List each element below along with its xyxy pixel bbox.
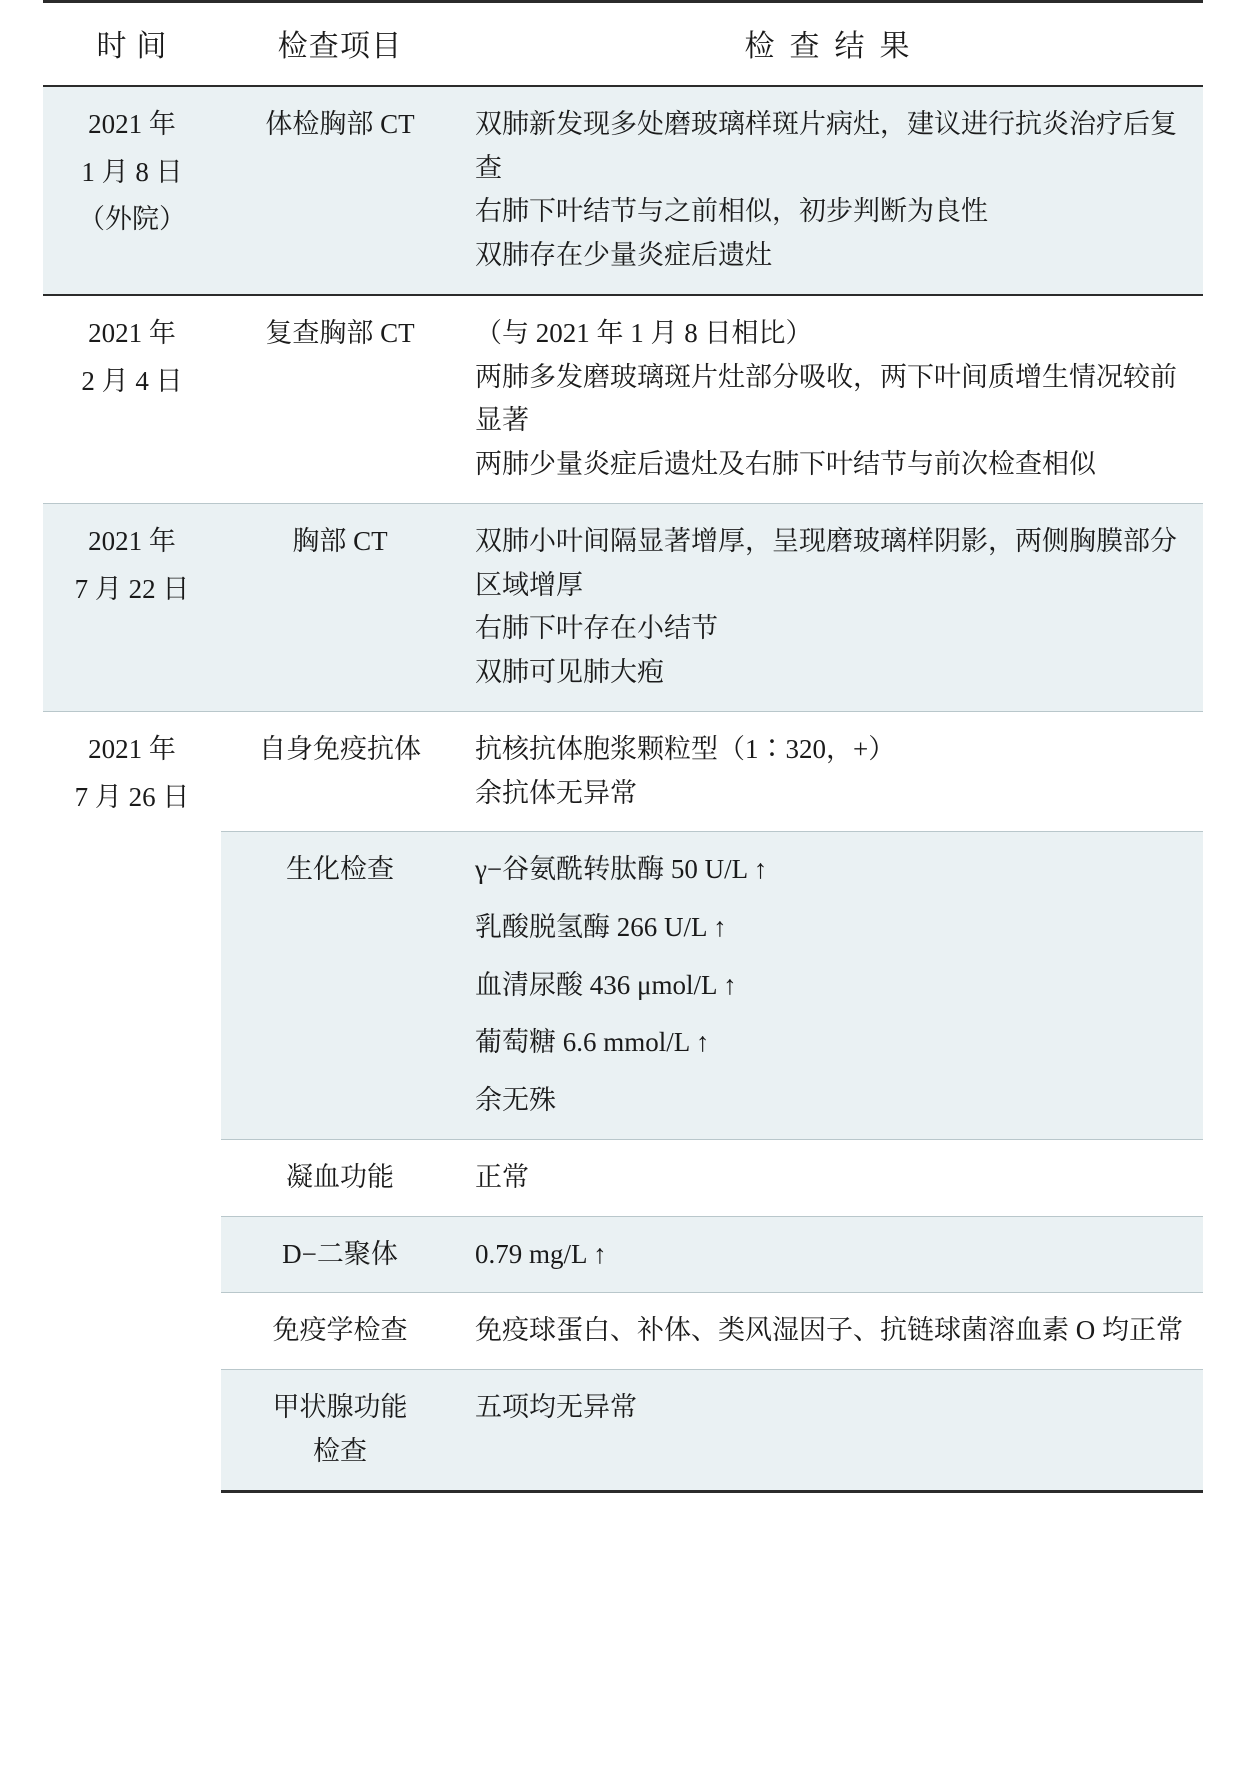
result-line: 正常 [475,1161,529,1192]
header-row [43,2,1203,87]
column-header-time: 时 间 [43,2,221,87]
time-line: 7 月 22 日 [74,573,190,604]
result-line: 余抗体无异常 [475,777,637,808]
cell-time [43,295,221,503]
item-line: 检查 [313,1435,367,1466]
column-header-result: 检查结果 [459,2,1203,87]
result-line: 两肺多发磨玻璃斑片灶部分吸收，两下叶间质增生情况较前显著 [475,361,1177,436]
result-line: 右肺下叶存在小结节 [475,613,718,644]
cell-item: 胸部 CT [221,503,459,711]
cell-result [459,1370,1203,1491]
cell-time [43,711,221,1491]
cell-result [459,711,1203,831]
cell-result [459,503,1203,711]
cell-result [459,295,1203,503]
time-line: 1 月 8 日 [81,156,183,187]
result-line: 双肺新发现多处磨玻璃样斑片病灶，建议进行抗炎治疗后复查 [475,109,1177,183]
result-line: γ−谷氨酰转肽酶 50 U/L ↑ [475,854,768,885]
result-line: 两肺少量炎症后遗灶及右肺下叶结节与前次检查相似 [475,449,1096,480]
time-line: 2 月 4 日 [81,365,183,396]
cell-item: 免疫学检查 [221,1293,459,1370]
time-line: 2021 年 [88,525,176,556]
table-header [43,2,1203,87]
cell-item: D−二聚体 [221,1216,459,1293]
item-line: 甲状腺功能 [272,1392,408,1423]
cell-result [459,1216,1203,1293]
cell-time [43,503,221,711]
result-line: 双肺存在少量炎症后遗灶 [475,240,772,271]
time-line: 7 月 26 日 [74,781,190,812]
time-line: 2021 年 [88,733,176,764]
cell-item: 生化检查 [221,832,459,1140]
table-row [43,711,1203,831]
cell-item: 复查胸部 CT [221,295,459,503]
table-body [43,86,1203,1491]
cell-result [459,1293,1203,1370]
result-line: 血清尿酸 436 μmol/L ↑ [475,969,737,1000]
cell-result [459,832,1203,1140]
result-line: （与 2021 年 1 月 8 日相比） [475,317,813,348]
cell-item: 凝血功能 [221,1139,459,1216]
cell-result [459,1139,1203,1216]
table-row [43,86,1203,295]
cell-item: 自身免疫抗体 [221,711,459,831]
cell-result [459,86,1203,295]
result-line: 0.79 mg/L ↑ [475,1238,607,1269]
table-row [43,503,1203,711]
result-line: 葡萄糖 6.6 mmol/L ↑ [475,1027,710,1058]
result-line: 免疫球蛋白、补体、类风湿因子、抗链球菌溶血素 O 均正常 [475,1315,1183,1346]
result-line: 五项均无异常 [475,1392,637,1423]
result-line: 右肺下叶结节与之前相似，初步判断为良性 [475,196,988,227]
cell-item [221,1370,459,1491]
result-line: 乳酸脱氢酶 266 U/L ↑ [475,912,727,943]
examination-results-table [43,0,1203,1493]
column-header-item: 检查项目 [221,2,459,87]
result-line: 双肺可见肺大疱 [475,657,664,688]
time-line: 2021 年 [88,317,176,348]
result-line: 双肺小叶间隔显著增厚，呈现磨玻璃样阴影，两侧胸膜部分区域增厚 [475,525,1177,600]
cell-item: 体检胸部 CT [221,86,459,295]
time-line: （外院） [78,204,186,235]
table-row [43,295,1203,503]
result-line: 抗核抗体胞浆颗粒型（1∶320，+） [475,733,896,764]
result-line: 余无殊 [475,1085,556,1116]
time-line: 2021 年 [88,109,176,139]
cell-time [43,86,221,295]
